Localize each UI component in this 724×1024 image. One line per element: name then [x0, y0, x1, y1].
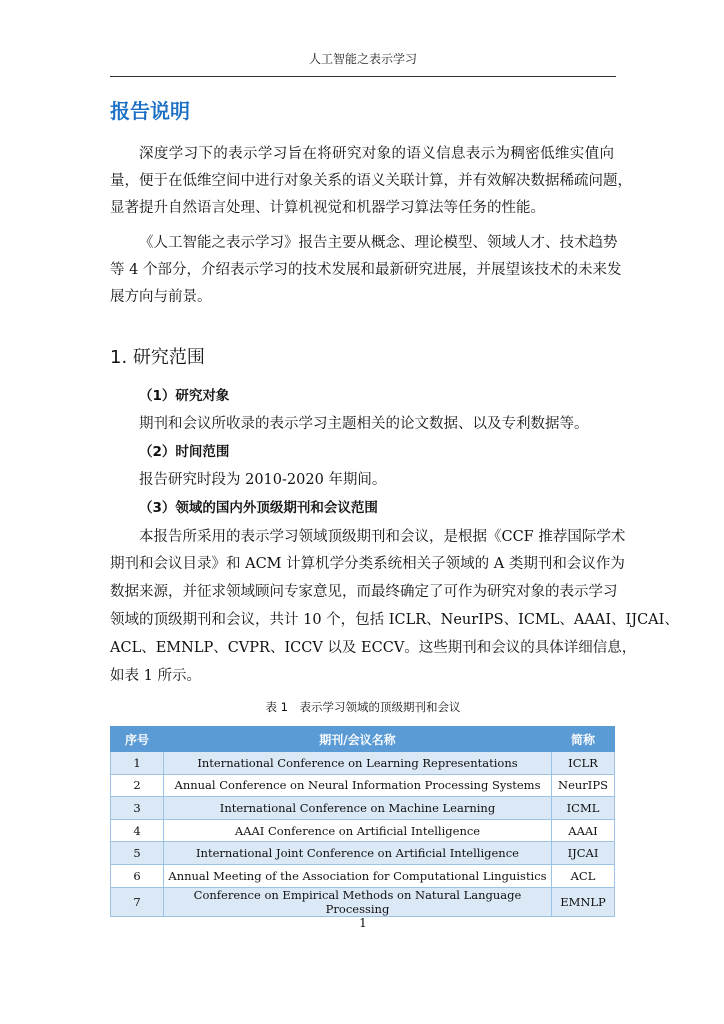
- cell-abbr: AAAI: [552, 819, 615, 842]
- cell-name: International Conference on Learning Representations: [164, 752, 552, 775]
- table-row: [111, 819, 615, 842]
- cell-index: 4: [111, 819, 164, 842]
- body-line: ACL、EMNLP、CVPR、ICCV 以及 ECCV。这些期刊和会议的具体详细信息，: [110, 640, 637, 656]
- body-line: 领域的顶级期刊和会议，共计 10 个，包括 ICLR、NeurIPS、ICML、AAAI、IJCAI、: [110, 612, 679, 628]
- table-row: [111, 774, 615, 797]
- cell-abbr: NeurIPS: [552, 774, 615, 797]
- page-number: 1: [359, 916, 367, 930]
- subheading: （2）时间范围: [139, 444, 230, 460]
- table-row: [111, 864, 615, 887]
- page-title: 报告说明: [110, 99, 190, 123]
- body-line: 期刊和会议目录》和 ACM 计算机学分类系统相关子领域的 A 类期刊和会议作为: [110, 556, 625, 572]
- cell-abbr: ACL: [552, 864, 615, 887]
- cell-abbr: ICML: [552, 797, 615, 820]
- body-text: 期刊和会议所收录的表示学习主题相关的论文数据、以及专利数据等。: [139, 416, 589, 432]
- intro-line: 展方向与前景。: [110, 289, 212, 305]
- intro-line: 显著提升自然语言处理、计算机视觉和机器学习算法等任务的性能。: [110, 200, 545, 216]
- table-header-row: [111, 727, 615, 752]
- cell-index: 7: [111, 887, 164, 916]
- cell-name: International Joint Conference on Artificial Intelligence: [164, 842, 552, 865]
- body-text: 报告研究时段为 2010-2020 年期间。: [139, 472, 387, 488]
- cell-name: Annual Meeting of the Association for Computational Linguistics: [164, 864, 552, 887]
- intro-line: 等 4 个部分，介绍表示学习的技术发展和最新研究进展，并展望该技术的未来发: [110, 262, 622, 278]
- subheading: （1）研究对象: [139, 388, 230, 404]
- cell-name: AAAI Conference on Artificial Intelligence: [164, 819, 552, 842]
- table-caption: 表 1 表示学习领域的顶级期刊和会议: [265, 700, 461, 714]
- section-heading: 1. 研究范围: [110, 347, 205, 368]
- intro-line: 深度学习下的表示学习旨在将研究对象的语义信息表示为稠密低维实值向: [139, 146, 614, 162]
- cell-index: 1: [111, 752, 164, 775]
- cell-index: 2: [111, 774, 164, 797]
- table-row: [111, 842, 615, 865]
- table-row: [111, 752, 615, 775]
- table-row: [111, 887, 615, 916]
- body-line: 如表 1 所示。: [110, 668, 201, 684]
- cell-abbr: IJCAI: [552, 842, 615, 865]
- subheading: （3）领域的国内外顶级期刊和会议范围: [139, 500, 378, 516]
- cell-index: 5: [111, 842, 164, 865]
- col-header-index: 序号: [111, 727, 164, 752]
- cell-name: Conference on Empirical Methods on Natural Language Processing: [164, 887, 552, 916]
- header-rule: [110, 76, 616, 77]
- running-header: 人工智能之表示学习: [308, 52, 417, 66]
- cell-index: 3: [111, 797, 164, 820]
- col-header-abbr: 简称: [552, 727, 615, 752]
- cell-name: Annual Conference on Neural Information Processing Systems: [164, 774, 552, 797]
- table-row: [111, 797, 615, 820]
- intro-line: 量，便于在低维空间中进行对象关系的语义关联计算，并有效解决数据稀疏问题，: [110, 173, 632, 189]
- cell-index: 6: [111, 864, 164, 887]
- body-line: 数据来源，并征求领域顾问专家意见，而最终确定了可作为研究对象的表示学习: [110, 584, 618, 600]
- col-header-name: 期刊/会议名称: [164, 727, 552, 752]
- cell-abbr: EMNLP: [552, 887, 615, 916]
- intro-line: 《人工智能之表示学习》报告主要从概念、理论模型、领域人才、技术趋势: [139, 235, 618, 251]
- body-line: 本报告所采用的表示学习领域顶级期刊和会议，是根据《CCF 推荐国际学术: [139, 529, 626, 545]
- venues-table: [110, 726, 615, 917]
- cell-abbr: ICLR: [552, 752, 615, 775]
- cell-name: International Conference on Machine Learning: [164, 797, 552, 820]
